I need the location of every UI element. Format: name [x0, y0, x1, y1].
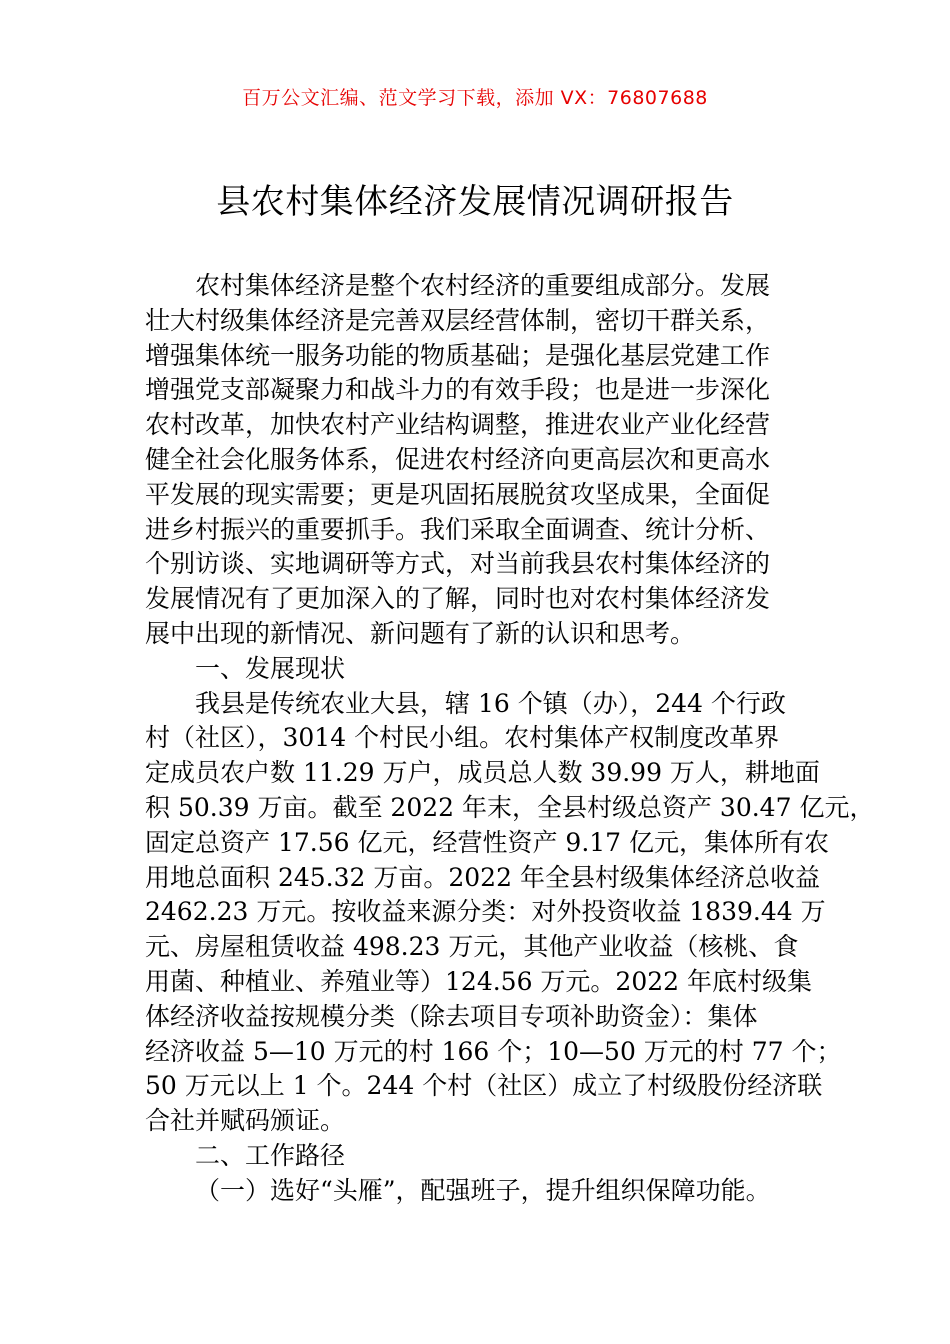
paragraph-line: 用地总面积 245.32 万亩。2022 年全县村级集体经济总收益 — [145, 862, 820, 892]
section-heading: 二、工作路径 — [195, 1140, 346, 1170]
paragraph-line: 增强集体统一服务功能的物质基础；是强化基层党建工作 — [145, 340, 771, 370]
paragraph-line: 村（社区），3014 个村民小组。农村集体产权制度改革界 — [145, 723, 780, 753]
paragraph-line: 进乡村振兴的重要抓手。我们采取全面调查、统计分析、 — [145, 514, 771, 544]
paragraph-line: 体经济收益按规模分类（除去项目专项补助资金）：集体 — [145, 1001, 758, 1031]
document-title: 县农村集体经济发展情况调研报告 — [216, 182, 734, 222]
paragraph-line: 平发展的现实需要；更是巩固拓展脱贫攻坚成果，全面促 — [145, 479, 771, 509]
paragraph-line: 个别访谈、实地调研等方式，对当前我县农村集体经济的 — [145, 549, 771, 579]
paragraph-line: 经济收益 5—10 万元的村 166 个；10—50 万元的村 77 个； — [145, 1036, 842, 1066]
paragraph-line: 农村改革，加快农村产业结构调整，推进农业产业化经营 — [145, 410, 771, 440]
subsection-heading: （一）选好“头雁”，配强班子，提升组织保障功能。 — [195, 1175, 771, 1205]
paragraph-line: 我县是传统农业大县，辖 16 个镇（办），244 个行政 — [195, 688, 786, 718]
document-body — [145, 269, 875, 1209]
paragraph-line: 合社并赋码颁证。 — [145, 1106, 346, 1136]
section-heading: 一、发展现状 — [195, 653, 346, 683]
paragraph-line: 定成员农户数 11.29 万户，成员总人数 39.99 万人，耕地面 — [145, 758, 820, 788]
paragraph-line: 元、房屋租赁收益 498.23 万元，其他产业收益（核桃、食 — [145, 932, 799, 962]
paragraph-line: 50 万元以上 1 个。244 个村（社区）成立了村级股份经济联 — [145, 1071, 823, 1101]
paragraph-line: 2462.23 万元。按收益来源分类：对外投资收益 1839.44 万 — [145, 897, 826, 927]
paragraph-line: 积 50.39 万亩。截至 2022 年末，全县村级总资产 30.47 亿元， — [145, 792, 875, 822]
paragraph-line: 发展情况有了更加深入的了解，同时也对农村集体经济发 — [145, 584, 771, 614]
paragraph-line: 壮大村级集体经济是完善双层经营体制，密切干群关系， — [145, 305, 771, 335]
paragraph-line: 固定总资产 17.56 亿元，经营性资产 9.17 亿元，集体所有农 — [145, 827, 830, 857]
paragraph-line: 增强党支部凝聚力和战斗力的有效手段；也是进一步深化 — [145, 375, 771, 405]
header-banner: 百万公文汇编、范文学习下载，添加 VX：76807688 — [242, 87, 708, 109]
paragraph-line: 健全社会化服务体系，促进农村经济向更高层次和更高水 — [145, 444, 771, 474]
paragraph-line: 展中出现的新情况、新问题有了新的认识和思考。 — [145, 618, 696, 648]
paragraph-line: 用菌、种植业、养殖业等）124.56 万元。2022 年底村级集 — [145, 966, 812, 996]
paragraph-line: 农村集体经济是整个农村经济的重要组成部分。发展 — [195, 271, 771, 300]
